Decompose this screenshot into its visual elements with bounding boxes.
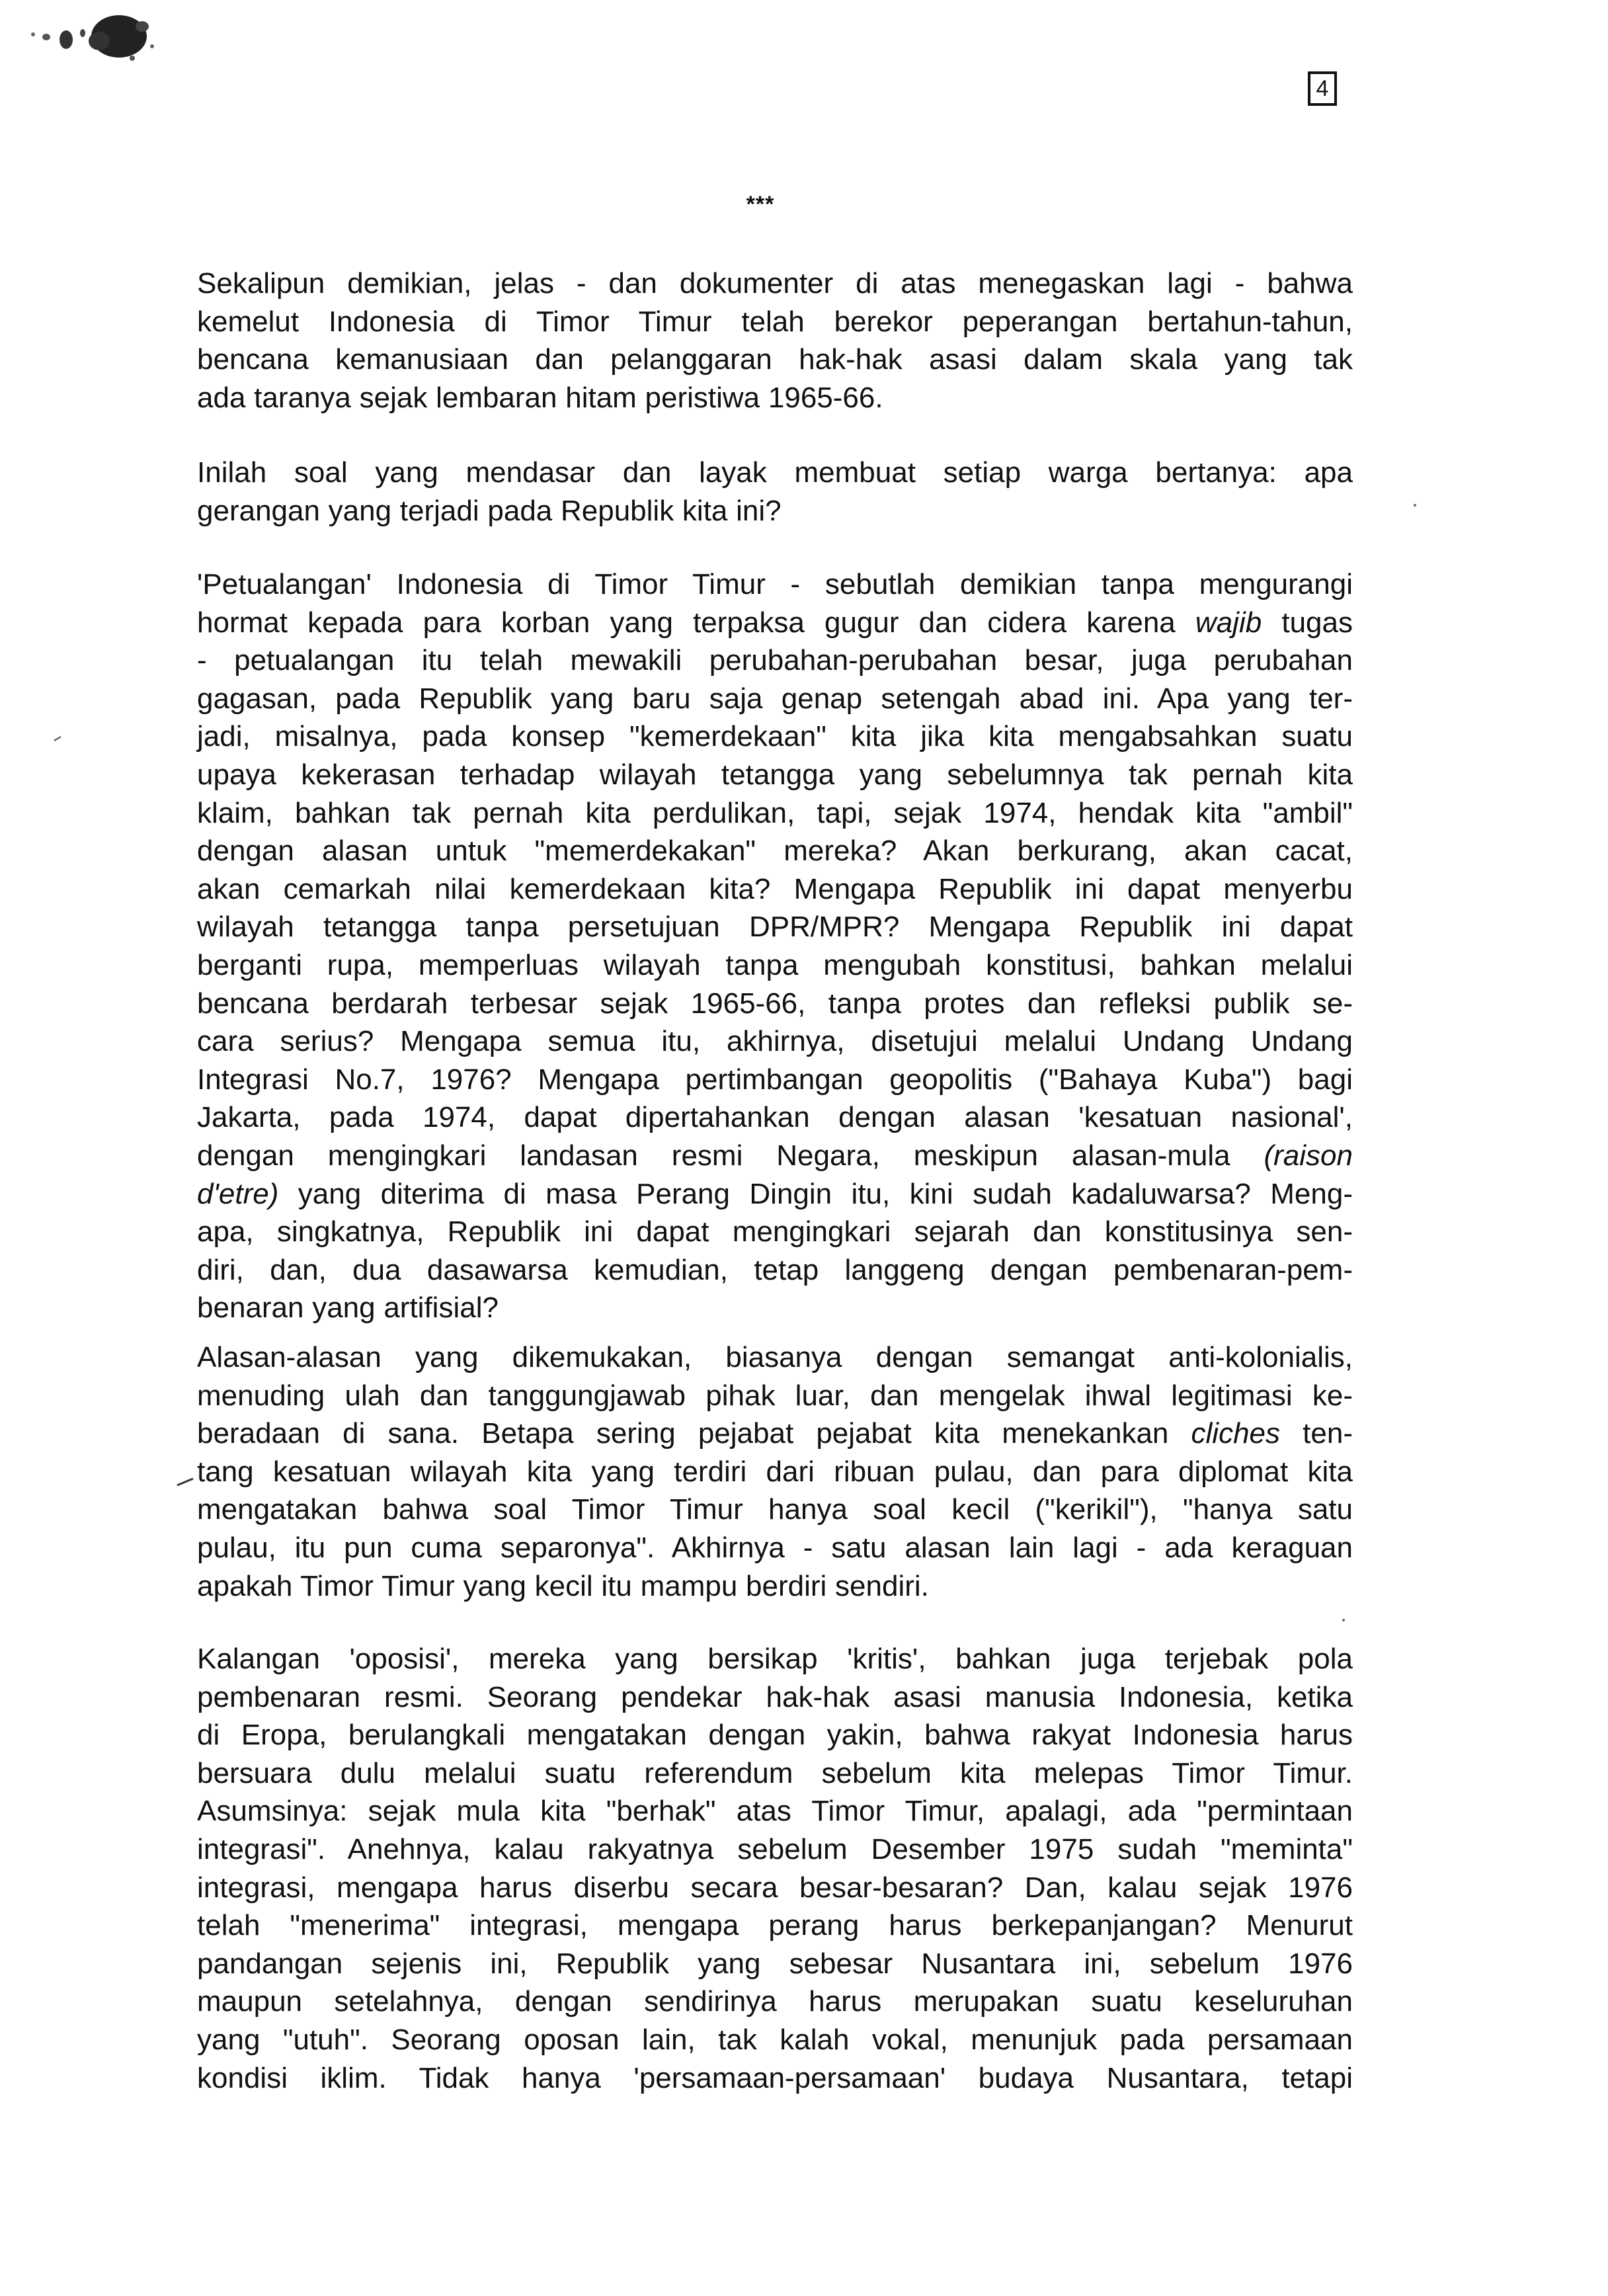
text-line: gerangan yang terjadi pada Republik kita ini? bbox=[197, 494, 782, 527]
text-line: diri, dan, dua dasawarsa kemudian, tetap langgeng dengan pembenaran-pem- bbox=[197, 1253, 1353, 1286]
text-line: menuding ulah dan tanggungjawab pihak luar, dan mengelak ihwal legitimasi ke- bbox=[197, 1379, 1353, 1412]
text-line: benaran yang artifisial? bbox=[197, 1292, 499, 1325]
paragraph-4 bbox=[197, 1338, 1353, 1605]
text-line: tang kesatuan wilayah kita yang terdiri dari ribuan pulau, dan para diplomat kita bbox=[197, 1455, 1353, 1488]
text-line: kondisi iklim. Tidak hanya 'persamaan-persamaan' budaya Nusantara, tetapi bbox=[197, 2061, 1353, 2094]
text-run: hormat kepada para korban yang terpaksa gugur dan cidera karena bbox=[197, 606, 1195, 639]
text-line: wilayah tetangga tanpa persetujuan DPR/MPR? Mengapa Republik ini dapat bbox=[197, 911, 1353, 944]
text-line: berganti rupa, memperluas wilayah tanpa mengubah konstitusi, bahkan melalui bbox=[197, 948, 1353, 981]
text-line: - petualangan itu telah mewakili perubahan-perubahan besar, juga perubahan bbox=[197, 644, 1353, 677]
italic-word: (raison bbox=[1264, 1139, 1353, 1172]
text-line: maupun setelahnya, dengan sendirinya harus merupakan suatu keseluruhan bbox=[197, 1985, 1353, 2018]
text-line: Asumsinya: sejak mula kita "berhak" atas Timor Timur, apalagi, ada "permintaan bbox=[197, 1795, 1353, 1828]
section-separator: *** bbox=[746, 192, 775, 217]
text-line bbox=[197, 1175, 1353, 1213]
text-line: yang "utuh". Seorang oposan lain, tak kalah vokal, menunjuk pada persamaan bbox=[197, 2023, 1353, 2056]
text-line: bencana kemanusiaan dan pelanggaran hak-hak asasi dalam skala yang tak bbox=[197, 343, 1353, 376]
text-line: telah "menerima" integrasi, mengapa perang harus berkepanjangan? Menurut bbox=[197, 1909, 1353, 1942]
text-line: dengan alasan untuk "memerdekakan" mereka? Akan berkurang, akan cacat, bbox=[197, 835, 1353, 868]
text-line: integrasi, mengapa harus diserbu secara besar-besaran? Dan, kalau sejak 1976 bbox=[197, 1871, 1353, 1904]
text-line: ada taranya sejak lembaran hitam peristiwa 1965-66. bbox=[197, 381, 883, 414]
text-line: integrasi". Anehnya, kalau rakyatnya sebelum Desember 1975 sudah "meminta" bbox=[197, 1832, 1353, 1866]
margin-dash-mark bbox=[176, 1475, 196, 1488]
italic-word: d'etre) bbox=[197, 1177, 279, 1210]
text-line: pulau, itu pun cuma separonya". Akhirnya - satu alasan lain lagi - ada keraguan bbox=[197, 1531, 1353, 1564]
text-line: Jakarta, pada 1974, dapat dipertahankan dengan alasan 'kesatuan nasional', bbox=[197, 1101, 1353, 1134]
text-line: 'Petualangan' Indonesia di Timor Timur - sebutlah demikian tanpa mengurangi bbox=[197, 568, 1353, 600]
text-line: Integrasi No.7, 1976? Mengapa pertimbangan geopolitis ("Bahaya Kuba") bagi bbox=[197, 1063, 1353, 1096]
text-line: cara serius? Mengapa semua itu, akhirnya, disetujui melalui Undang Undang bbox=[197, 1025, 1353, 1058]
page-number: 4 bbox=[1308, 71, 1337, 106]
text-line: di Eropa, berulangkali mengatakan dengan yakin, bahwa rakyat Indonesia harus bbox=[197, 1719, 1353, 1752]
paragraph-5 bbox=[197, 1640, 1353, 2097]
text-line: pandangan sejenis ini, Republik yang sebesar Nusantara ini, sebelum 1976 bbox=[197, 1947, 1353, 1980]
italic-word: cliches bbox=[1191, 1417, 1281, 1450]
text-line bbox=[197, 1137, 1353, 1175]
text-line: bencana berdarah terbesar sejak 1965-66, tanpa protes dan refleksi publik se- bbox=[197, 987, 1353, 1020]
text-line: bersuara dulu melalui suatu referendum sebelum kita melepas Timor Timur. bbox=[197, 1756, 1353, 1789]
text-line: akan cemarkah nilai kemerdekaan kita? Mengapa Republik ini dapat menyerbu bbox=[197, 872, 1353, 905]
text-line: apakah Timor Timur yang kecil itu mampu berdiri sendiri. bbox=[197, 1569, 929, 1602]
text-run: dengan mengingkari landasan resmi Negara, meskipun alasan-mula bbox=[197, 1139, 1264, 1172]
paragraph-2 bbox=[197, 454, 1353, 530]
text-line bbox=[197, 604, 1353, 642]
margin-dash-mark bbox=[53, 734, 66, 743]
ink-blot-mark bbox=[20, 7, 159, 66]
italic-word: wajib bbox=[1195, 606, 1262, 639]
text-run: yang diterima di masa Perang Dingin itu, kini sudah kadaluwarsa? Meng- bbox=[278, 1177, 1353, 1210]
text-line bbox=[197, 1414, 1353, 1453]
text-line: gagasan, pada Republik yang baru saja genap setengah abad ini. Apa yang ter- bbox=[197, 682, 1353, 715]
text-run: ten- bbox=[1280, 1417, 1353, 1450]
paragraph-3 bbox=[197, 565, 1353, 1327]
text-line: Inilah soal yang mendasar dan layak membuat setiap warga bertanya: apa bbox=[197, 456, 1353, 489]
text-line: jadi, misalnya, pada konsep "kemerdekaan" kita jika kita mengabsahkan suatu bbox=[197, 720, 1353, 753]
scan-speck bbox=[1414, 504, 1416, 507]
text-run: beradaan di sana. Betapa sering pejabat pejabat kita menekankan bbox=[197, 1417, 1191, 1450]
text-run: tugas bbox=[1262, 606, 1353, 639]
text-line: klaim, bahkan tak pernah kita perdulikan, tapi, sejak 1974, hendak kita "ambil" bbox=[197, 796, 1353, 829]
text-line: mengatakan bahwa soal Timor Timur hanya soal kecil ("kerikil"), "hanya satu bbox=[197, 1493, 1353, 1526]
text-line: upaya kekerasan terhadap wilayah tetangga yang sebelumnya tak pernah kita bbox=[197, 758, 1353, 791]
text-line: Kalangan 'oposisi', mereka yang bersikap 'kritis', bahkan juga terjebak pola bbox=[197, 1643, 1353, 1675]
text-line: Alasan-alasan yang dikemukakan, biasanya dengan semangat anti-kolonialis, bbox=[197, 1341, 1353, 1374]
text-line: apa, singkatnya, Republik ini dapat mengingkari sejarah dan konstitusinya sen- bbox=[197, 1215, 1353, 1249]
text-line: Sekalipun demikian, jelas - dan dokumenter di atas menegaskan lagi - bahwa bbox=[197, 267, 1353, 300]
paragraph-1 bbox=[197, 265, 1353, 417]
text-line: kemelut Indonesia di Timor Timur telah berekor peperangan bertahun-tahun, bbox=[197, 305, 1353, 338]
text-line: pembenaran resmi. Seorang pendekar hak-hak asasi manusia Indonesia, ketika bbox=[197, 1680, 1353, 1713]
scan-speck bbox=[1342, 1619, 1345, 1621]
